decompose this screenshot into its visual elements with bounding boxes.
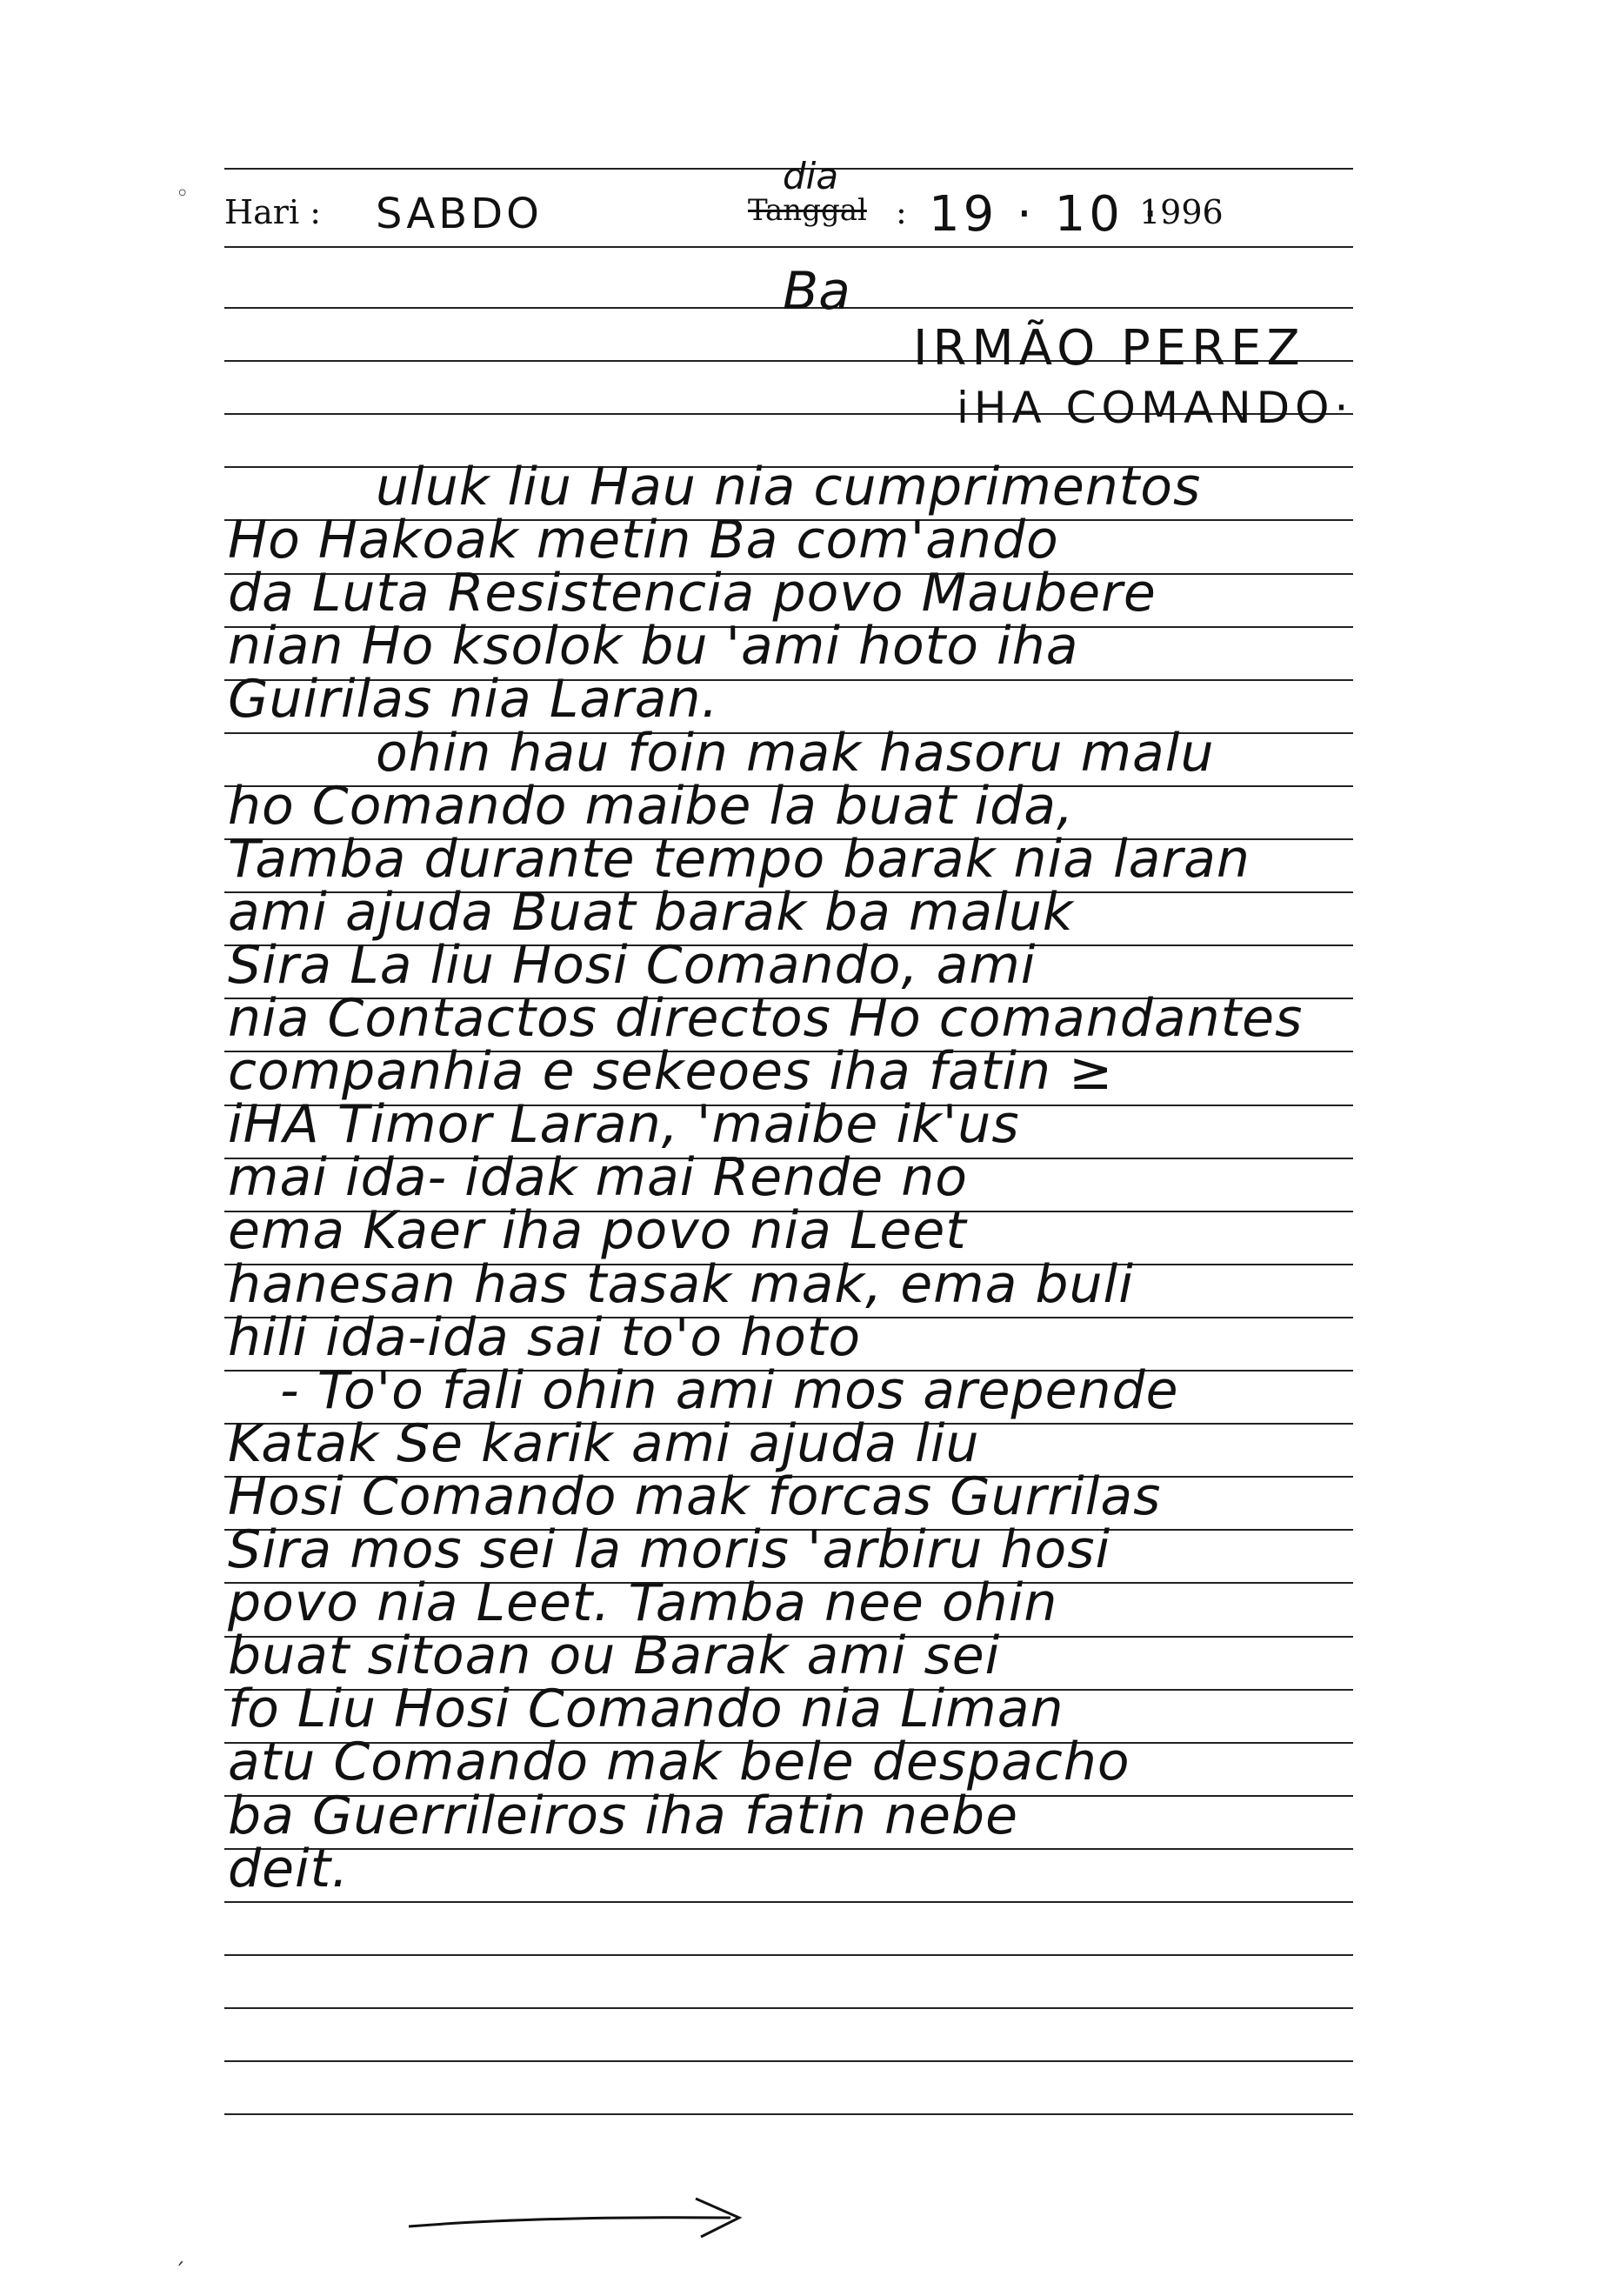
body-line: - To'o fali ohin ami mos arepende <box>280 1360 1179 1421</box>
body-line: ohin hau foin mak hasoru malu <box>376 723 1215 784</box>
body-line: Katak Se karik ami ajuda liu <box>228 1413 980 1474</box>
body-line: deit. <box>228 1839 350 1899</box>
body-line: povo nia Leet. Tamba nee ohin <box>228 1572 1058 1633</box>
body-line: atu Comando mak bele despacho <box>228 1732 1130 1792</box>
body-line: ami ajuda Buat barak ba maluk <box>228 882 1074 943</box>
address-name: IRMÃO PEREZ <box>913 320 1305 377</box>
body-line: ba Guerrileiros iha fatin nebe <box>228 1785 1018 1846</box>
address-place: iHA COMANDO· <box>957 383 1354 433</box>
body-line: fo Liu Hosi Comando nia Liman <box>228 1679 1064 1739</box>
tanggal-correction: dia <box>783 155 839 197</box>
tanggal-label: Tanggal <box>748 193 867 228</box>
body-line: nian Ho ksolok bu 'ami hoto iha <box>228 616 1079 677</box>
year-value: 1996 <box>1139 193 1224 231</box>
body-line: Sira mos sei la moris 'arbiru hosi <box>228 1519 1111 1580</box>
ruled-line <box>224 2113 1353 2115</box>
stray-mark: ◦ <box>176 181 190 207</box>
right-arrow-icon <box>409 2192 757 2244</box>
body-line: Ho Hakoak metin Ba com'ando <box>228 510 1059 571</box>
body-line: nia Contactos directos Ho comandantes <box>228 988 1304 1049</box>
body-line: mai ida- idak mai Rende no <box>228 1147 968 1208</box>
body-line: Hosi Comando mak forcas Gurrilas <box>228 1466 1162 1527</box>
hari-value: SABDO <box>376 190 543 238</box>
ruled-line <box>224 1901 1353 1903</box>
ruled-line <box>224 2060 1353 2062</box>
body-line: uluk liu Hau nia cumprimentos <box>376 457 1202 517</box>
body-line: Guirilas nia Laran. <box>228 669 719 730</box>
address-to: Ba <box>783 261 850 322</box>
tanggal-colon: : <box>896 193 907 231</box>
body-line: hili ida-ida sai to'o hoto <box>228 1307 862 1368</box>
body-line: ema Kaer iha povo nia Leet <box>228 1200 967 1261</box>
body-line: buat sitoan ou Barak ami sei <box>228 1625 1001 1686</box>
body-line: iHA Timor Laran, 'maibe ik'us <box>228 1094 1020 1155</box>
header-bottom-rule <box>224 246 1353 248</box>
body-line: ho Comando maibe la buat ida, <box>228 776 1075 837</box>
body-line: da Luta Resistencia povo Maubere <box>228 563 1157 624</box>
body-line: Sira La liu Hosi Comando, ami <box>228 935 1037 996</box>
ruled-line <box>224 1848 1353 1850</box>
stray-mark-bottom: ´ <box>174 2259 185 2286</box>
date-value: 19 · 10 · <box>929 186 1162 243</box>
hari-label: Hari : <box>224 193 321 231</box>
ruled-line <box>224 1954 1353 1956</box>
body-line: Tamba durante tempo barak nia laran <box>228 829 1251 890</box>
body-line: companhia e sekeoes iha fatin ≥ <box>228 1041 1114 1102</box>
ruled-line <box>224 2007 1353 2009</box>
body-line: hanesan has tasak mak, ema buli <box>228 1254 1134 1315</box>
